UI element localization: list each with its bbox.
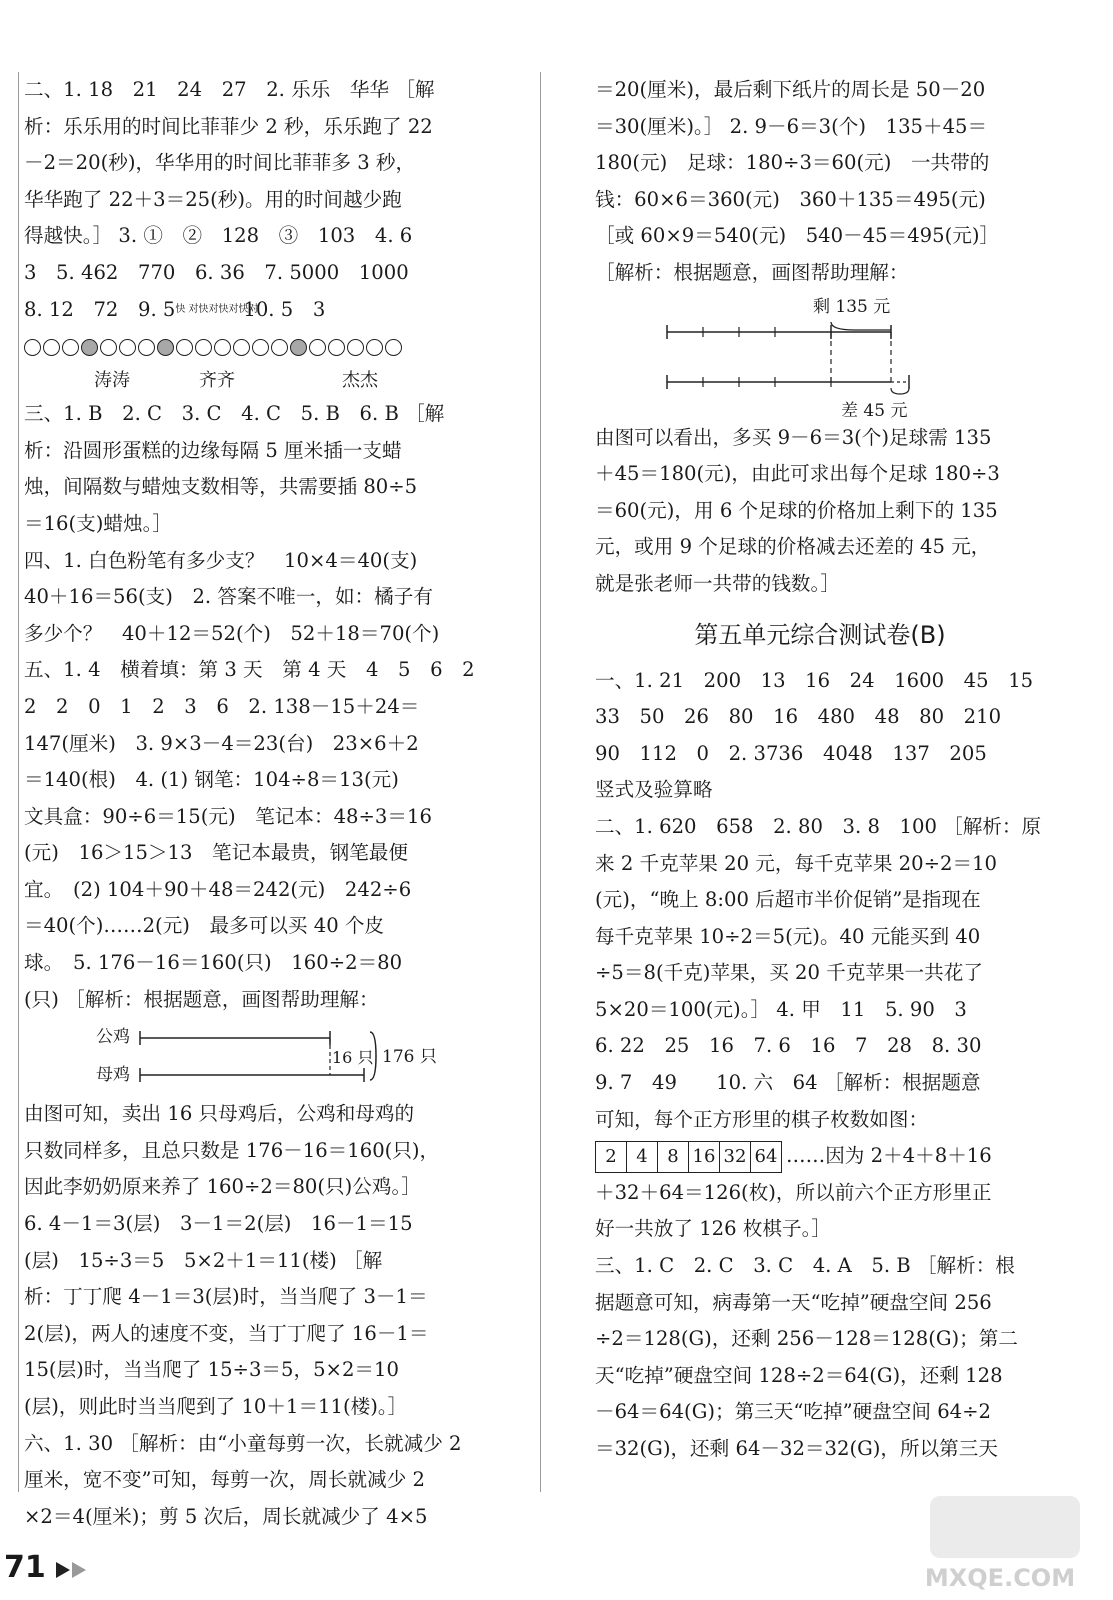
text-line: 33 50 26 80 16 480 48 80 210 [595,705,1002,729]
watermark-logo [900,1490,1100,1600]
text-line-part: ……因为 2＋4＋8＋16 [786,1144,992,1168]
text-line: 得越快。］ 3. ① ② 128 ③ 103 4. 6 [24,224,413,248]
empty-circle [176,339,193,356]
remain-brace [831,322,891,330]
text-line: 二、1. 620 658 2. 80 3. 8 100 ［解析：原 [595,814,1042,838]
text-line: 180(元) 足球：180÷3＝60(元) 一共带的 [595,151,990,175]
name-label: 杰杰 [342,370,378,392]
diff-label: 差 45 元 [841,400,908,420]
segment-diagram [24,1018,444,1096]
empty-circle [366,339,383,356]
answer-block-explanation [595,420,1045,603]
text-line: 2(层)，两人的速度不变，当丁丁爬了 16－1＝ [24,1321,429,1345]
next-arrows-icon [56,1560,92,1580]
answer-block-s1 [595,663,1045,809]
text-line: (只) ［解析：根据题意，画图帮助理解： [24,987,379,1011]
text-line: 15(层)时，当当爬了 15÷3＝5，5×2＝10 [24,1358,399,1382]
text-line: ×2＝4(厘米)；剪 5 次后，周长就减少了 4×5 [24,1504,428,1528]
empty-circle [309,339,326,356]
empty-circle [233,339,250,356]
name-label: 涛涛 [94,370,130,392]
empty-circle [24,339,41,356]
text-line: 华华跑了 22＋3＝25(秒)。用的时间越少跑 [24,187,402,211]
answer-block-q4 [24,543,532,653]
text-line: 40＋16＝56(支) 2. 答案不唯一，如：橘子有 [24,585,433,609]
text-line: ＋32＋64＝126(枚)，所以前六个正方形里正 [595,1180,992,1204]
text-line: ＋45＝180(元)，由此可求出每个足球 180÷3 [595,462,1000,486]
text-line-part: 10. 5 3 [243,297,326,321]
column-divider-rule [540,72,541,1492]
text-line: ＝40(个)……2(元) 最多可以买 40 个皮 [24,914,385,938]
text-line: 析：丁丁爬 4－1＝3(层)时，当当爬了 3－1＝ [24,1285,428,1309]
text-line: 三、1. B 2. C 3. C 4. C 5. B 6. B ［解 [24,402,445,426]
text-line: 就是张老师一共带的钱数。］ [595,571,840,595]
text-line: 钱：60×6＝360(元) 360＋135＝495(元) [595,187,986,211]
empty-circle [119,339,136,356]
text-line: ＝32(G)，还剩 64－32＝32(G)，所以第三天 [595,1437,998,1460]
text-line-part: 8. 12 72 9. 5 [24,297,176,321]
text-line: 6. 22 25 16 7. 6 16 7 28 8. 30 [595,1034,982,1058]
diff-label: 16 只 [332,1048,374,1068]
text-line: 文具盒：90÷6＝15(元) 笔记本：48÷3＝16 [24,804,432,828]
text-line: 三、1. C 2. C 3. C 4. A 5. B ［解析：根 [595,1254,1015,1278]
left-margin-rule [18,72,19,1492]
left-column [24,72,532,1535]
text-line: 2 2 0 1 2 3 6 2. 138－15＋24＝ [24,694,420,718]
number-box: 16 [689,1142,720,1172]
text-line: 天“吃掉”硬盘空间 128÷2＝64(G)，还剩 128 [595,1363,1003,1387]
text-line: 5×20＝100(元)。］ 4. 甲 11 5. 90 3 [595,997,967,1021]
text-line: 只数同样多，且总只数是 176－16＝160(只)， [24,1138,440,1162]
text-line: 因此李奶奶原来养了 160÷2＝80(只)公鸡。］ [24,1175,421,1199]
text-line: 好一共放了 126 枚棋子。］ [595,1217,831,1241]
text-line: 147(厘米) 3. 9×3－4＝23(台) 23×6＋2 [24,731,419,755]
text-line: 每千克苹果 10÷2＝5(元)。40 元能买到 40 [595,924,981,948]
number-box: 32 [720,1142,751,1172]
empty-circle [252,339,269,356]
empty-circle [328,339,345,356]
empty-circle [195,339,212,356]
text-line: ＝140(根) 4. (1) 钢笔：104÷8＝13(元) [24,768,399,792]
number-box: 64 [754,1145,778,1167]
text-line: 五、1. 4 横着填：第 3 天 第 4 天 4 5 6 2 [24,658,475,682]
total-label: 176 只 [382,1047,437,1068]
remain-label: 剩 135 元 [813,296,891,317]
text-line: ÷2＝128(G)，还剩 256－128＝128(G)；第二 [595,1327,1018,1351]
answer-block-s2 [595,809,1045,1248]
empty-circle [138,339,155,356]
text-line: 竖式及验算略 [595,778,713,802]
text-line: 来 2 千克苹果 20 元，每千克苹果 20÷2＝10 [595,851,998,875]
text-line [595,1138,1045,1175]
text-line: 3 5. 462 770 6. 36 7. 5000 1000 [24,260,409,284]
text-line: 90 112 0 2. 3736 4048 137 205 [595,741,987,765]
empty-circle [385,339,402,356]
filled-circle [81,339,98,356]
text-line: 宜。 (2) 104＋90＋48＝242(元) 242÷6 [24,877,412,901]
empty-circle [100,339,117,356]
text-line: 球。 5. 176－16＝160(只) 160÷2＝80 [24,951,403,975]
answer-block-q2 [24,72,532,396]
empty-circle [347,339,364,356]
text-line: ＝16(支)蜡烛。］ [24,511,172,535]
text-line: 多少个？ 40＋12＝52(个) 52＋18＝70(个) [24,621,440,645]
empty-circle [43,339,60,356]
circle-names [24,362,532,396]
number-boxes [595,1141,782,1173]
text-line: 厘米，宽不变”可知，每剪一次，周长就减少 2 [24,1468,425,1492]
filled-circle [290,339,307,356]
text-line: 元，或用 9 个足球的价格减去还差的 45 元， [595,535,991,559]
number-box: 4 [627,1142,658,1172]
answer-block-q5 [24,652,532,1425]
page-number: 71 [4,1550,46,1585]
text-line: 6. 4－1＝3(层) 3－1＝2(层) 16－1＝15 [24,1212,413,1236]
text-line: ［解析：根据题意，画图帮助理解： [595,260,909,284]
hen-rooster-diagram [24,1018,532,1096]
circle-row [24,332,532,362]
empty-circle [214,339,231,356]
number-box: 8 [658,1142,689,1172]
text-line: 析：乐乐用的时间比菲菲少 2 秒，乐乐跑了 22 [24,114,433,138]
watermark-text: MXQE.COM [924,1564,1076,1592]
text-line: ＝30(厘米)。］ 2. 9－6＝3(个) 135＋45＝ [595,114,988,138]
text-line: 析：沿圆形蛋糕的边缘每隔 5 厘米插一支蜡 [24,438,402,462]
text-line: (层)，则此时当当爬到了 10＋1＝11(楼)。］ [24,1395,408,1418]
answer-block-q3 [24,396,532,542]
text-line [24,292,532,329]
answer-block-s3 [595,1248,1045,1468]
text-line: 六、1. 30 ［解析：由“小童每剪一次，长就减少 2 [24,1431,462,1455]
text-line: ＝20(厘米)，最后剩下纸片的周长是 50－20 [595,78,986,101]
text-line: 二、1. 18 21 24 27 2. 乐乐 华华 ［解 [24,78,435,101]
text-line: 由图可知，卖出 16 只母鸡后，公鸡和母鸡的 [24,1102,415,1126]
text-line: (元) 16＞15＞13 笔记本最贵，钢笔最便 [24,841,408,865]
hen-label: 母鸡 [96,1065,130,1086]
text-line: (元)，“晚上 8:00 后超市半价促销”是指现在 [595,888,981,912]
text-line: 由图可以看出，多买 9－6＝3(个)足球需 135 [595,425,992,449]
section-title: 第五单元综合测试卷(B) [694,620,946,649]
rooster-label: 公鸡 [96,1027,130,1048]
right-column [595,72,1045,1468]
answer-block-q6 [24,1426,532,1536]
football-money-diagram [595,292,1045,420]
text-line: (层) 15÷3＝5 5×2＋1＝11(楼) ［解 [24,1248,383,1272]
text-line: 四、1. 白色粉笔有多少支？ 10×4＝40(支) [24,548,418,572]
text-line: ÷5＝8(千克)苹果，买 20 千克苹果一共花了 [595,961,983,985]
empty-circle [271,339,288,356]
text-line: ＝60(元)，用 6 个足球的价格加上剩下的 135 [595,498,998,522]
small-annotation: 快 对快对快对快对 [175,304,259,316]
filled-circle [157,339,174,356]
empty-circle [62,339,79,356]
text-line: ［或 60×9＝540(元) 540－45＝495(元)］ [595,224,1000,248]
segment-diagram [595,292,1045,420]
text-line: 烛，间隔数与蜡烛支数相等，共需要插 80÷5 [24,475,418,499]
number-box: 2 [596,1142,627,1172]
text-line: 9. 7 49 10. 六 64 ［解析：根据题意 [595,1071,981,1095]
diff-brace [891,388,909,394]
text-line: 一、1. 21 200 13 16 24 1600 45 15 [595,668,1034,692]
text-line: 据题意可知，病毒第一天“吃掉”硬盘空间 256 [595,1290,992,1314]
text-line: －64＝64(G)；第三天“吃掉”硬盘空间 64÷2 [595,1400,992,1424]
name-label: 齐齐 [199,370,235,392]
text-line: 可知，每个正方形里的棋子枚数如图： [595,1107,929,1131]
answer-block-top [595,72,1045,292]
text-line: －2＝20(秒)，华华用的时间比菲菲多 3 秒， [24,151,416,175]
